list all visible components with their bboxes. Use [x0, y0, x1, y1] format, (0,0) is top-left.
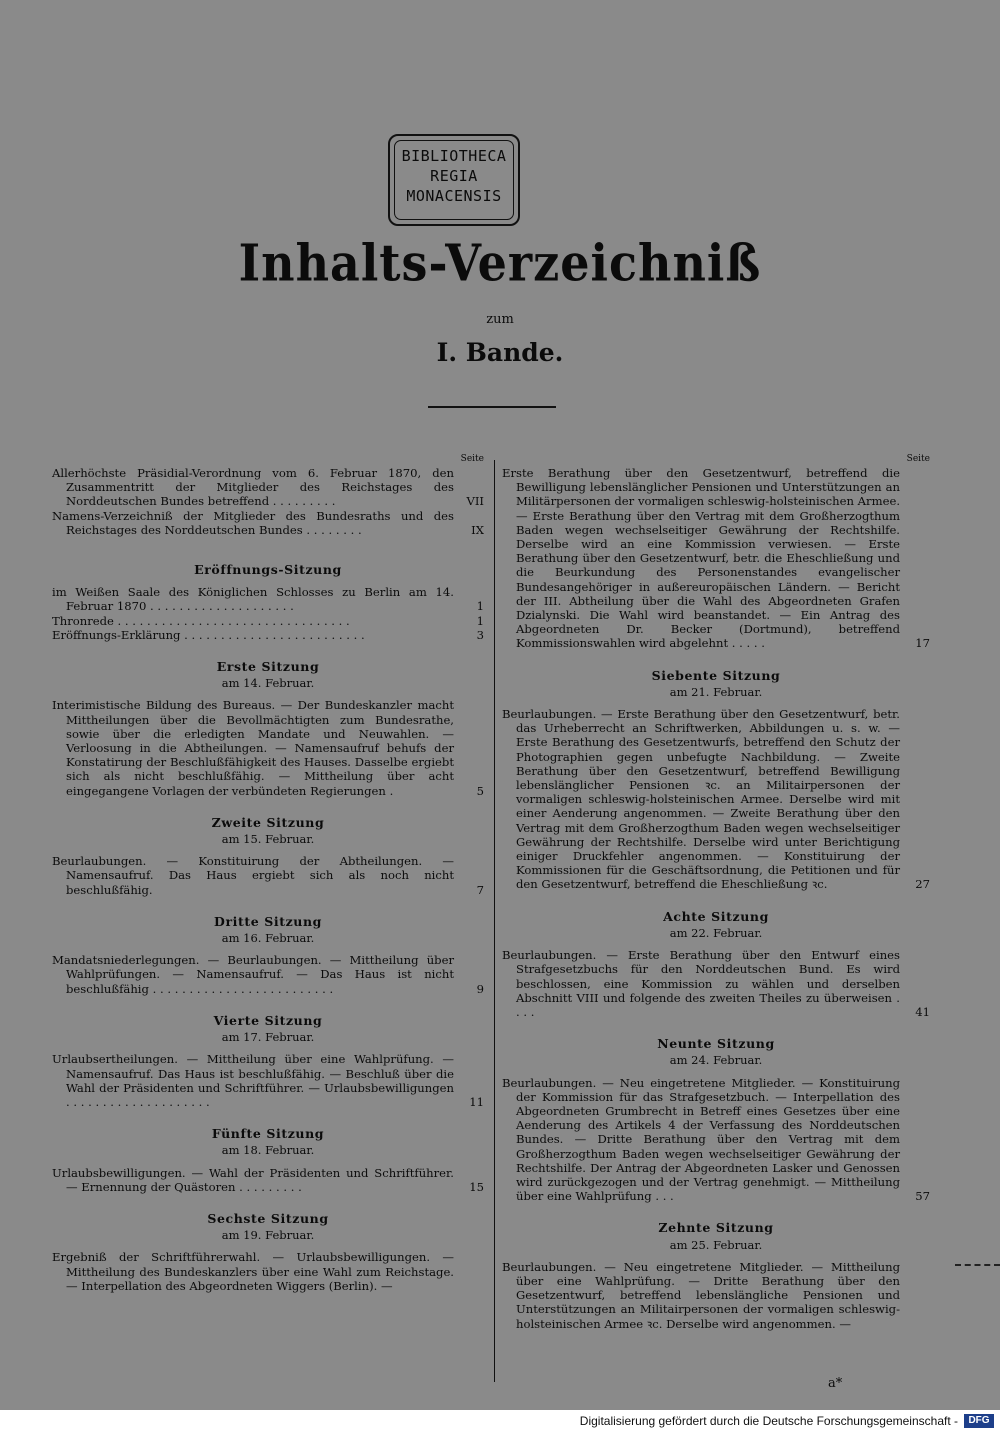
- toc-entry: [52, 698, 484, 797]
- session-date: am 21. Februar.: [669, 684, 763, 699]
- signature-mark: a*: [828, 1376, 843, 1391]
- session-date: am 16. Februar.: [221, 931, 315, 946]
- toc-entry: [52, 628, 484, 642]
- dfg-logo: DFG: [964, 1414, 994, 1428]
- toc-entry: [502, 466, 930, 651]
- entry-page: 9: [476, 981, 484, 996]
- entry-page: VII: [466, 494, 484, 509]
- session-date: am 22. Februar.: [669, 925, 763, 940]
- toc-entry: [502, 948, 930, 1019]
- toc-entry: [52, 1166, 484, 1194]
- session-title: Vierte Sitzung: [213, 1012, 323, 1028]
- entry-text: Beurlaubungen. — Erste Berathung über den Entwurf eines Strafgesetzbuchs für den Norddeutschen Bund. Es wird beschlossen, eine Kommission zu wählen und derselben Abschnitt VIII und folgende des zweiten Theiles zu überweisen . . . .: [502, 948, 900, 1019]
- footer-text: Digitalisierung gefördert durch die Deutsche Forschungsgemeinschaft -: [579, 1414, 958, 1428]
- entry-page: 17: [915, 636, 930, 651]
- title-divider: [428, 406, 556, 408]
- session-title: Eröffnungs-Sitzung: [194, 562, 342, 578]
- stamp-line-3: MONACENSIS: [406, 187, 502, 205]
- entry-page: 1: [476, 613, 484, 628]
- toc-entry: [502, 1260, 930, 1331]
- entry-text: Interimistische Bildung des Bureaus. — Der Bundeskanzler macht Mittheilungen über die Bevollmächtigten zum Bundesrathe, sowie über die erledigten Mandate und Neuwahlen. — Verloosung in die Abtheilungen. — Namensaufruf behufs der Konstatirung der Beschlußfähigkeit des Hauses. Dasselbe ergiebt sich als nicht beschlußfähig. — Mittheilung über acht eingegangene Vorlagen der verbündeten Regierungen .: [52, 698, 454, 798]
- stamp-line-2: REGIA: [430, 167, 478, 185]
- footer-bar: [0, 1410, 1000, 1432]
- toc-entry: [52, 953, 484, 996]
- toc-entry: [52, 1052, 484, 1109]
- entry-page: 11: [469, 1094, 484, 1109]
- entry-page: 15: [469, 1179, 484, 1194]
- session-date: am 24. Februar.: [669, 1053, 763, 1068]
- session-date: am 15. Februar.: [221, 832, 315, 847]
- seite-label-right: Seite: [906, 454, 930, 464]
- entry-page: 27: [915, 877, 930, 892]
- entry-text: Beurlaubungen. — Neu eingetretene Mitglieder. — Konstituirung der Kommission für das Strafgesetzbuch. — Interpellation des Abgeordneten Grumbrecht in Betreff eines Gesetzes über eine Aenderung des Artikels 4 der Verfassung des Norddeutschen Bundes. — Dritte Berathung über den Vertrag mit dem Großherzogthum Baden wegen wechselseitiger Gewährung der Rechtshilfe. Der Antrag der Abgeordneten Lasker und Genossen wird zurückgezogen und der Vertrag genehmigt. — Mittheilung über eine Wahlprüfung . . .: [502, 1075, 900, 1204]
- entry-page: 41: [915, 1004, 930, 1019]
- session-date: am 19. Februar.: [221, 1228, 315, 1243]
- session-title: Achte Sitzung: [663, 908, 769, 924]
- entry-page: IX: [471, 522, 484, 537]
- entry-text: Beurlaubungen. — Neu eingetretene Mitglieder. — Mittheilung über eine Wahlprüfung. — Dritte Berathung über den Gesetzentwurf, betreffend lebenslängliche Pensionen und Unterstützungen an Militairpersonen der vormaligen schleswig-holsteinischen Armee ꝛc. Derselbe wird angenommen. —: [502, 1259, 900, 1331]
- left-column: [52, 452, 484, 1293]
- session-date: am 17. Februar.: [221, 1030, 315, 1045]
- scan-edge-mark: [955, 1264, 1000, 1266]
- entry-text: Namens-Verzeichniß der Mitglieder des Bundesraths und des Reichstages des Norddeutschen Bundes . . . . . . . .: [52, 508, 454, 537]
- toc-entry: [52, 854, 484, 897]
- entry-text: Thronrede . . . . . . . . . . . . . . . . . . . . . . . . . . . . . . . .: [52, 613, 350, 628]
- session-title: Neunte Sitzung: [657, 1036, 775, 1052]
- session-title: Zehnte Sitzung: [658, 1220, 774, 1236]
- entry-page: 1: [476, 599, 484, 614]
- toc-entry: [52, 614, 484, 628]
- entry-text: Allerhöchste Präsidial-Verordnung vom 6. Februar 1870, den Zusammentritt der Mitglieder des Reichstages des Norddeutschen Bundes betreffend . . . . . . . . .: [52, 466, 454, 509]
- right-column: [502, 452, 930, 1331]
- entry-text: Mandatsniederlegungen. — Beurlaubungen. — Mittheilung über Wahlprüfungen. — Namensaufruf. — Das Haus ist nicht beschlußfähig . . . . . . . . . . . . . . . . . . . . . . . . .: [52, 953, 454, 996]
- toc-entry: [52, 585, 484, 613]
- session-date: am 18. Februar.: [221, 1143, 315, 1158]
- session-title: Erste Sitzung: [216, 659, 320, 675]
- column-divider: [494, 460, 495, 1382]
- entry-text: Eröffnungs-Erklärung . . . . . . . . . . . . . . . . . . . . . . . . .: [52, 627, 365, 642]
- toc-entry: [502, 707, 930, 892]
- entry-text: im Weißen Saale des Königlichen Schlosses zu Berlin am 14. Februar 1870 . . . . . . . . . . . . . . . . . . . .: [52, 585, 454, 614]
- entry-page: 57: [915, 1189, 930, 1204]
- toc-entry: [52, 466, 484, 509]
- toc-entry: [52, 509, 484, 537]
- entry-text: Urlaubsbewilligungen. — Wahl der Präsidenten und Schriftführer. — Ernennung der Quästoren . . . . . . . . .: [52, 1165, 454, 1194]
- entry-text: Beurlaubungen. — Konstituirung der Abtheilungen. — Namensaufruf. Das Haus ergiebt sich als noch nicht beschlußfähig.: [52, 854, 454, 897]
- session-title: Fünfte Sitzung: [211, 1126, 325, 1142]
- entry-text: Beurlaubungen. — Erste Berathung über den Gesetzentwurf, betr. das Urheberrecht an Schriftwerken, Abbildungen u. s. w. — Erste Berathung des Gesetzentwurfs, betreffend den Schutz der Photographien gegen unbefugte Nachbildung. — Zweite Berathung über den Gesetzentwurf, betreffend Bewilligung lebenslänglicher Pensionen ꝛc. an Militairpersonen der vormaligen schleswig-holsteinischen Armee. Derselbe wird mit einer Aenderung angenommen. — Zweite Berathung über den Vertrag mit dem Großherzogthum Baden wegen wechselseitiger Gewährung der Rechtshilfe. Derselbe wird unter Berichtigung einiger Druckfehler angenommen. — Konstituirung der Kommissionen für die Geschäftsordnung, die Petitionen und für den Gesetzentwurf, betreffend die Eheschließung ꝛc.: [502, 707, 900, 892]
- session-date: am 25. Februar.: [669, 1237, 763, 1252]
- page-title: Inhalts-Verzeichniß: [238, 233, 762, 293]
- session-title: Zweite Sitzung: [211, 814, 325, 830]
- library-stamp: [388, 134, 520, 226]
- entry-page: 7: [476, 882, 484, 897]
- session-title: Siebente Sitzung: [651, 667, 781, 683]
- volume-label: I. Bande.: [436, 338, 564, 367]
- session-title: Dritte Sitzung: [214, 913, 322, 929]
- session-date: am 14. Februar.: [221, 676, 315, 691]
- entry-text: Urlaubsertheilungen. — Mittheilung über eine Wahlprüfung. — Namensaufruf. Das Haus ist beschlußfähig. — Beschluß über die Wahl der Präsidenten und Schriftführer. — Urlaubsbewilligungen . . . . . . . . . . . . . . . . . . . .: [52, 1052, 454, 1109]
- entry-page: 5: [476, 783, 484, 798]
- entry-text: Erste Berathung über den Gesetzentwurf, betreffend die Bewilligung lebenslänglicher Pensionen und Unterstützungen an Militärpersonen der vormaligen schleswig-holsteinischen Armee. — Erste Berathung über den Vertrag mit dem Großherzogthum Baden wegen wechselseitiger Gewährung der Rechtshilfe. Derselbe wird an eine Kommission verwiesen. — Erste Berathung über den Gesetzentwurf, betr. die Eheschließung und die Beurkundung des Personenstandes evangelischer Bundesangehöriger in außereuropäischen Ländern. — Bericht der III. Abtheilung über die Wahl des Abgeordneten Grafen Dzialynski. Die Wahl wird beanstandet. — Ein Antrag des Abgeordneten Dr. Becker (Dortmund), betreffend Kommissionswahlen wird abgelehnt . . . . .: [502, 466, 900, 651]
- seite-label-left: Seite: [460, 454, 484, 464]
- title-zum: zum: [486, 312, 514, 327]
- stamp-line-1: BIBLIOTHECA: [401, 147, 507, 165]
- session-title: Sechste Sitzung: [207, 1210, 329, 1226]
- entry-page: 3: [476, 627, 484, 642]
- entry-text: Ergebniß der Schriftführerwahl. — Urlaubsbewilligungen. — Mittheilung des Bundeskanzlers über eine Wahl zum Reichstage. — Interpellation des Abgeordneten Wiggers (Berlin). —: [52, 1250, 454, 1293]
- toc-entry: [52, 1250, 484, 1293]
- toc-entry: [502, 1076, 930, 1204]
